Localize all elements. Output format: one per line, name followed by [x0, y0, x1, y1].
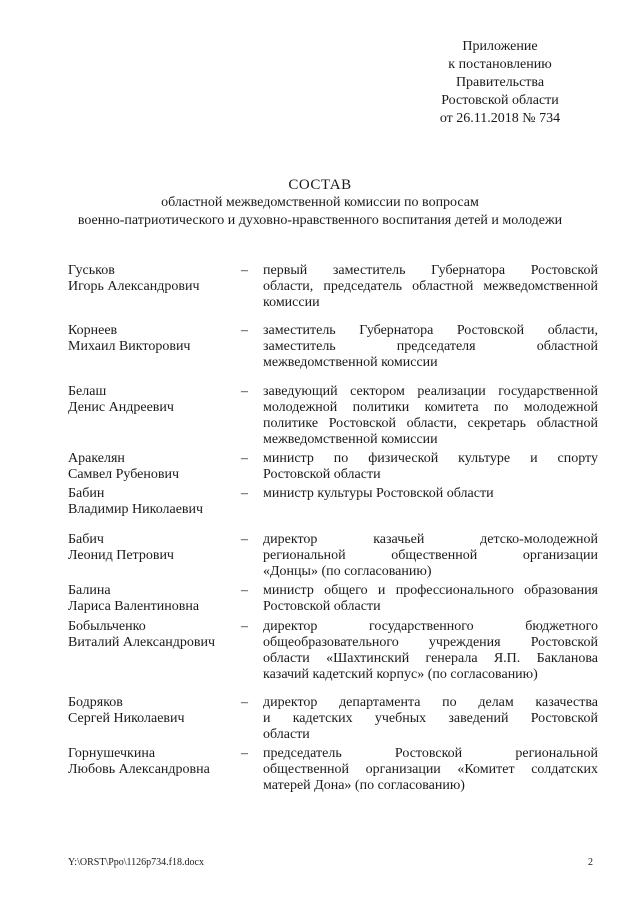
member-role-line: «Донцы» (по согласованию) [263, 564, 432, 579]
member-role-line: Ростовской области [263, 599, 381, 614]
member-surname: Корнеев [68, 323, 118, 338]
member-name [68, 532, 241, 580]
member-role-line: министр по физической культуре и спорту [263, 451, 598, 466]
member-role [263, 323, 598, 371]
member-surname: Гуськов [68, 263, 115, 278]
member-row [68, 323, 598, 371]
member-role-line: заместитель председателя областной [263, 339, 598, 354]
member-role-line: молодежной политики комитета по молодежной [263, 400, 598, 415]
member-row [68, 532, 598, 580]
member-dash: – [241, 746, 248, 761]
member-surname: Бодряков [68, 695, 123, 710]
member-name [68, 746, 241, 794]
member-given-names: Виталий Александрович [68, 635, 216, 650]
member-name [68, 619, 241, 683]
member-role-line: министр общего и профессионального образования [263, 583, 598, 598]
appendix-header [400, 38, 600, 128]
member-given-names: Владимир Николаевич [68, 502, 204, 517]
title-line: военно-патриотического и духовно-нравственного воспитания детей и молодежи [77, 213, 563, 228]
member-dash: – [241, 619, 248, 634]
member-role [263, 263, 598, 311]
member-role-line: заведующий сектором реализации государственной [263, 384, 598, 399]
member-given-names: Любовь Александровна [68, 762, 210, 777]
member-given-names: Денис Андреевич [68, 400, 174, 415]
member-role [263, 619, 598, 683]
title-main: СОСТАВ [288, 177, 352, 193]
member-dash: – [241, 384, 248, 399]
member-role [263, 695, 598, 743]
member-role-line: Ростовской области [263, 467, 381, 482]
member-surname: Горнушечкина [68, 746, 156, 761]
member-dash: – [241, 323, 248, 338]
member-role-line: области «Шахтинский генерала Я.П. Бакланова [263, 651, 598, 666]
member-role-line: области [263, 727, 310, 742]
member-role-line: первый заместитель Губернатора Ростовской [263, 263, 598, 278]
member-role-line: межведомственной комиссии [263, 355, 438, 370]
member-row [68, 263, 598, 311]
member-role-line: общеобразовательного учреждения Ростовской [263, 635, 598, 650]
member-role-line: и кадетских учебных заведений Ростовской [263, 711, 598, 726]
header-line: Приложение [462, 39, 538, 54]
member-name [68, 583, 241, 615]
member-role-line: общественной организации «Комитет солдатских [263, 762, 598, 777]
member-role [263, 384, 598, 448]
member-role [263, 532, 598, 580]
member-role-line: области, председатель областной межведомственной [263, 279, 598, 294]
member-row [68, 746, 598, 794]
member-name [68, 323, 241, 371]
member-row [68, 583, 598, 615]
footer-page-number: 2 [588, 857, 593, 868]
members-list [68, 263, 598, 794]
member-surname: Бабин [68, 486, 105, 501]
member-role-line: комиссии [263, 295, 320, 310]
member-surname: Бобыльченко [68, 619, 146, 634]
member-role-line: заместитель Губернатора Ростовской области, [263, 323, 598, 338]
title-line: областной межведомственной комиссии по вопросам [161, 195, 479, 210]
member-name [68, 384, 241, 448]
member-given-names: Игорь Александрович [68, 279, 200, 294]
member-role [263, 486, 598, 518]
member-role [263, 451, 598, 483]
member-given-names: Леонид Петрович [68, 548, 174, 563]
member-role [263, 746, 598, 794]
member-dash: – [241, 532, 248, 547]
member-row [68, 695, 598, 743]
member-dash: – [241, 695, 248, 710]
member-surname: Балина [68, 583, 111, 598]
member-name [68, 263, 241, 311]
member-role-line: министр культуры Ростовской области [263, 486, 494, 501]
header-line: от 26.11.2018 № 734 [439, 111, 561, 126]
member-role-line: матерей Дона» (по согласованию) [263, 778, 465, 793]
member-dash: – [241, 451, 248, 466]
member-given-names: Сергей Николаевич [68, 711, 185, 726]
member-role-line: директор казачьей детско-молодежной [263, 532, 598, 547]
member-row [68, 486, 598, 518]
member-dash: – [241, 583, 248, 598]
member-given-names: Самвел Рубенович [68, 467, 180, 482]
member-role-line: директор департамента по делам казачества [263, 695, 598, 710]
member-dash: – [241, 263, 248, 278]
member-role [263, 583, 598, 615]
member-row [68, 384, 598, 448]
member-row [68, 451, 598, 483]
member-given-names: Михаил Викторович [68, 339, 191, 354]
member-name [68, 486, 241, 518]
header-line: к постановлению [448, 57, 552, 72]
member-name [68, 451, 241, 483]
header-line: Правительства [455, 75, 545, 90]
member-role-line: председатель Ростовской региональной [263, 746, 598, 761]
member-role-line: казачий кадетский корпус» (по согласованию) [263, 667, 538, 682]
member-role-line: политике Ростовской области, секретарь областной [263, 416, 598, 431]
member-role-line: директор государственного бюджетного [263, 619, 598, 634]
member-role-line: межведомственной комиссии [263, 432, 438, 447]
header-line: Ростовской области [441, 93, 559, 108]
document-title [40, 176, 600, 230]
member-role-line: региональной общественной организации [263, 548, 598, 563]
footer-file-path: Y:\ORST\Ppo\1126p734.f18.docx [68, 857, 204, 868]
member-row [68, 619, 598, 683]
member-surname: Бабич [68, 532, 104, 547]
member-surname: Аракелян [68, 451, 125, 466]
member-name [68, 695, 241, 743]
member-given-names: Лариса Валентиновна [68, 599, 200, 614]
member-dash: – [241, 486, 248, 501]
member-surname: Белаш [68, 384, 107, 399]
